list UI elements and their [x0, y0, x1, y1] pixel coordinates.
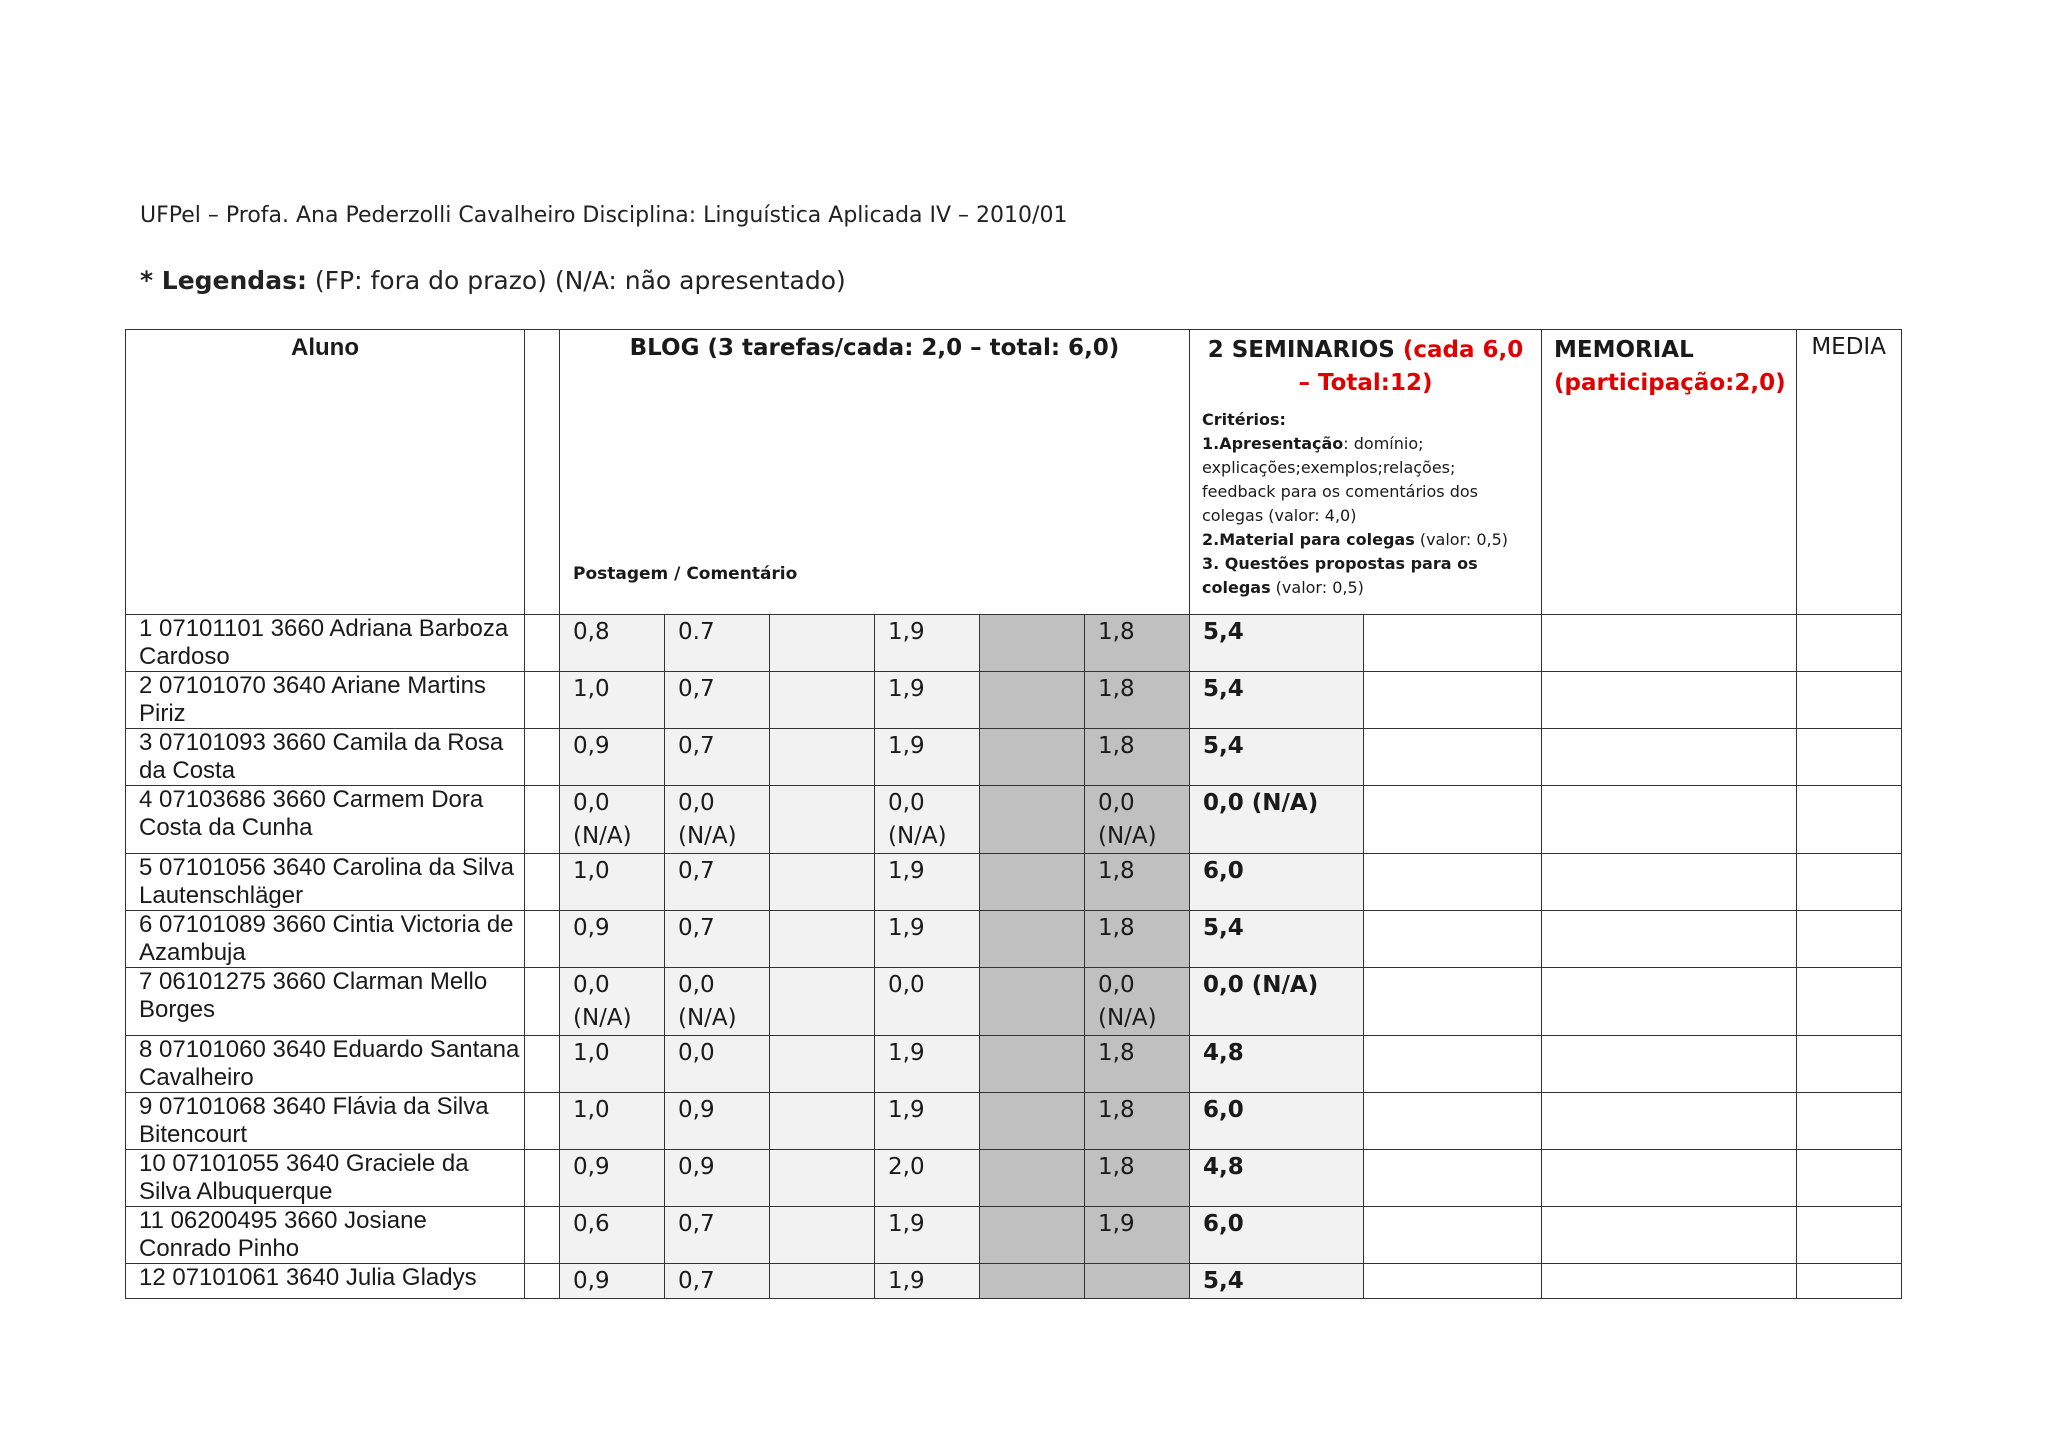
grade-cell-p1: 0,6	[560, 1207, 665, 1264]
grade-cell-sem: 6,0	[1190, 1207, 1364, 1264]
gap-cell	[525, 1207, 560, 1264]
grade-cell-p2	[770, 968, 875, 1036]
grade-cell-p3	[980, 615, 1085, 672]
grade-cell-sem: 0,0 (N/A)	[1190, 786, 1364, 854]
student-name-cell: 1 07101101 3660 Adriana Barboza Cardoso	[126, 615, 525, 672]
grade-cell-sem: 5,4	[1190, 1264, 1364, 1299]
grade-cell-c3: 1,8	[1085, 1150, 1190, 1207]
student-name-cell: 12 07101061 3640 Julia Gladys	[126, 1264, 525, 1299]
grade-cell-p1: 0,9	[560, 729, 665, 786]
seminarios-title-red: (cada 6,0 – Total:12)	[1298, 337, 1524, 396]
media-cell	[1796, 1093, 1901, 1150]
grade-cell-c1: 0,7	[665, 672, 770, 729]
media-cell	[1796, 1207, 1901, 1264]
grade-cell-p3	[980, 968, 1085, 1036]
crit3-text: (valor: 0,5)	[1270, 578, 1364, 597]
grade-cell-p2	[770, 1207, 875, 1264]
table-row	[126, 1264, 1902, 1299]
gap-cell	[525, 615, 560, 672]
grade-cell-c2: 1,9	[875, 1264, 980, 1299]
gap-cell	[525, 1036, 560, 1093]
seminar-2-cell	[1364, 1036, 1542, 1093]
student-name-cell: 4 07103686 3660 Carmem Dora Costa da Cunha	[126, 786, 525, 854]
grade-cell-p2	[770, 786, 875, 854]
grade-cell-p2	[770, 615, 875, 672]
grade-cell-sem: 5,4	[1190, 911, 1364, 968]
grade-cell-p3	[980, 786, 1085, 854]
grade-cell-p3	[980, 672, 1085, 729]
seminar-2-cell	[1364, 615, 1542, 672]
grade-cell-p3	[980, 1093, 1085, 1150]
grade-cell-sem: 5,4	[1190, 672, 1364, 729]
grade-cell-c2: 1,9	[875, 854, 980, 911]
seminar-2-cell	[1364, 1207, 1542, 1264]
criterios-title: Critérios:	[1202, 410, 1286, 429]
grade-cell-c1: 0,7	[665, 1264, 770, 1299]
memorial-cell	[1542, 1264, 1797, 1299]
table-row	[126, 1036, 1902, 1093]
grade-cell-c3: 1,8	[1085, 854, 1190, 911]
student-name-cell: 6 07101089 3660 Cintia Victoria de Azambuja	[126, 911, 525, 968]
gap-cell	[525, 729, 560, 786]
grade-cell-c2: 1,9	[875, 1207, 980, 1264]
grade-cell-c3: 1,8	[1085, 911, 1190, 968]
grade-cell-p3	[980, 854, 1085, 911]
grade-cell-p3	[980, 1264, 1085, 1299]
header-blog-subtitle: Postagem / Comentário	[573, 564, 798, 584]
seminar-2-cell	[1364, 911, 1542, 968]
table-row	[126, 615, 1902, 672]
grade-cell-p2	[770, 1093, 875, 1150]
student-name-cell: 5 07101056 3640 Carolina da Silva Lautenschläger	[126, 854, 525, 911]
grade-cell-p2	[770, 1036, 875, 1093]
media-cell	[1796, 854, 1901, 911]
seminarios-title-black: 2 SEMINARIOS	[1207, 337, 1403, 363]
media-cell	[1796, 911, 1901, 968]
header-gap	[525, 330, 560, 615]
gap-cell	[525, 968, 560, 1036]
memorial-cell	[1542, 854, 1797, 911]
gap-cell	[525, 911, 560, 968]
crit3-label: 3. Questões propostas para os colegas	[1202, 554, 1478, 597]
grade-cell-c1: 0,0 (N/A)	[665, 786, 770, 854]
grade-cell-p1: 1,0	[560, 854, 665, 911]
grade-cell-c3: 1,8	[1085, 1036, 1190, 1093]
grade-cell-c3: 0,0 (N/A)	[1085, 968, 1190, 1036]
grade-cell-p1: 1,0	[560, 1093, 665, 1150]
grade-cell-p1: 0,9	[560, 911, 665, 968]
header-aluno: Aluno	[126, 330, 525, 615]
grade-cell-c1: 0,7	[665, 1207, 770, 1264]
grade-cell-c2: 0,0 (N/A)	[875, 786, 980, 854]
seminar-2-cell	[1364, 1264, 1542, 1299]
seminar-2-cell	[1364, 672, 1542, 729]
grade-cell-c3: 1,8	[1085, 615, 1190, 672]
grade-cell-p3	[980, 911, 1085, 968]
header-blog	[560, 330, 1190, 615]
grade-cell-c2: 1,9	[875, 729, 980, 786]
grade-cell-p1: 0,8	[560, 615, 665, 672]
grade-cell-c3: 1,8	[1085, 672, 1190, 729]
grade-cell-c3: 1,9	[1085, 1207, 1190, 1264]
grade-cell-c2: 1,9	[875, 1093, 980, 1150]
grade-cell-c2: 0,0	[875, 968, 980, 1036]
grade-cell-c3: 0,0 (N/A)	[1085, 786, 1190, 854]
grade-cell-sem: 6,0	[1190, 1093, 1364, 1150]
grade-cell-sem: 4,8	[1190, 1150, 1364, 1207]
grade-cell-c1: 0,0 (N/A)	[665, 968, 770, 1036]
grade-cell-p3	[980, 1207, 1085, 1264]
grade-cell-p1: 1,0	[560, 1036, 665, 1093]
table-row	[126, 672, 1902, 729]
student-name-cell: 7 06101275 3660 Clarman Mello Borges	[126, 968, 525, 1036]
grade-cell-c1: 0,9	[665, 1150, 770, 1207]
grade-cell-c2: 1,9	[875, 1036, 980, 1093]
grade-cell-p2	[770, 672, 875, 729]
header-blog-title: BLOG (3 tarefas/cada: 2,0 – total: 6,0)	[629, 335, 1120, 361]
memorial-cell	[1542, 786, 1797, 854]
header-media: MEDIA	[1796, 330, 1901, 615]
seminar-2-cell	[1364, 854, 1542, 911]
memorial-cell	[1542, 1036, 1797, 1093]
grade-cell-c2: 2,0	[875, 1150, 980, 1207]
grade-cell-p1: 0,9	[560, 1264, 665, 1299]
student-name-cell: 9 07101068 3640 Flávia da Silva Bitencourt	[126, 1093, 525, 1150]
grade-cell-p3	[980, 1036, 1085, 1093]
grade-cell-c1: 0,7	[665, 911, 770, 968]
memorial-cell	[1542, 968, 1797, 1036]
grade-cell-p2	[770, 911, 875, 968]
memorial-cell	[1542, 1207, 1797, 1264]
table-row	[126, 911, 1902, 968]
crit2-text: (valor: 0,5)	[1414, 530, 1509, 549]
header-seminarios-title	[1202, 334, 1529, 400]
grade-cell-sem: 4,8	[1190, 1036, 1364, 1093]
grade-cell-p2	[770, 854, 875, 911]
seminar-2-cell	[1364, 968, 1542, 1036]
table-row	[126, 968, 1902, 1036]
table-row	[126, 854, 1902, 911]
criterios-block	[1202, 408, 1529, 600]
grade-cell-sem: 5,4	[1190, 729, 1364, 786]
grade-cell-p3	[980, 1150, 1085, 1207]
table-row	[126, 1093, 1902, 1150]
grade-cell-p1: 1,0	[560, 672, 665, 729]
gap-cell	[525, 1264, 560, 1299]
gap-cell	[525, 672, 560, 729]
seminar-2-cell	[1364, 786, 1542, 854]
memorial-cell	[1542, 615, 1797, 672]
grade-cell-sem: 0,0 (N/A)	[1190, 968, 1364, 1036]
table-row	[126, 729, 1902, 786]
media-cell	[1796, 615, 1901, 672]
table-row	[126, 1207, 1902, 1264]
memorial-subtitle: (participação:2,0)	[1554, 370, 1786, 396]
grade-cell-p1: 0,0 (N/A)	[560, 786, 665, 854]
grade-cell-c1: 0,0	[665, 1036, 770, 1093]
media-cell	[1796, 729, 1901, 786]
grade-cell-p3	[980, 729, 1085, 786]
media-cell	[1796, 1036, 1901, 1093]
student-name-cell: 3 07101093 3660 Camila da Rosa da Costa	[126, 729, 525, 786]
legend-label: * Legendas:	[140, 266, 307, 295]
legend-text: (FP: fora do prazo) (N/A: não apresentado)	[306, 266, 846, 295]
grade-cell-p1: 0,9	[560, 1150, 665, 1207]
seminar-2-cell	[1364, 1150, 1542, 1207]
memorial-cell	[1542, 911, 1797, 968]
gap-cell	[525, 786, 560, 854]
gap-cell	[525, 854, 560, 911]
grade-cell-p2	[770, 1264, 875, 1299]
header-memorial	[1542, 330, 1797, 615]
grade-cell-sem: 6,0	[1190, 854, 1364, 911]
crit2-label: 2.Material para colegas	[1202, 530, 1415, 549]
grade-cell-sem: 5,4	[1190, 615, 1364, 672]
grade-cell-p2	[770, 1150, 875, 1207]
crit1-text: : domínio; explicações;exemplos;relações; feedback para os comentários dos colegas (valor: 4,0)	[1202, 434, 1478, 525]
table-row	[126, 1150, 1902, 1207]
media-cell	[1796, 1264, 1901, 1299]
table-header-row	[126, 330, 1902, 615]
grade-cell-c2: 1,9	[875, 615, 980, 672]
media-cell	[1796, 672, 1901, 729]
media-cell	[1796, 786, 1901, 854]
memorial-title: MEMORIAL	[1554, 337, 1694, 363]
grade-cell-c2: 1,9	[875, 672, 980, 729]
grade-cell-c3	[1085, 1264, 1190, 1299]
grade-cell-c1: 0,7	[665, 729, 770, 786]
student-name-cell: 10 07101055 3640 Graciele da Silva Albuquerque	[126, 1150, 525, 1207]
seminar-2-cell	[1364, 1093, 1542, 1150]
grade-cell-p2	[770, 729, 875, 786]
grades-table	[125, 329, 1902, 1299]
grade-cell-c1: 0.7	[665, 615, 770, 672]
grade-cell-c2: 1,9	[875, 911, 980, 968]
header-seminarios	[1190, 330, 1542, 615]
memorial-cell	[1542, 672, 1797, 729]
grade-cell-c1: 0,7	[665, 854, 770, 911]
seminar-2-cell	[1364, 729, 1542, 786]
document-header: UFPel – Profa. Ana Pederzolli Cavalheiro Disciplina: Linguística Aplicada IV – 2010/01	[140, 203, 1068, 228]
memorial-cell	[1542, 1093, 1797, 1150]
student-name-cell: 2 07101070 3640 Ariane Martins Piriz	[126, 672, 525, 729]
media-cell	[1796, 1150, 1901, 1207]
student-name-cell: 8 07101060 3640 Eduardo Santana Cavalheiro	[126, 1036, 525, 1093]
grade-cell-c3: 1,8	[1085, 729, 1190, 786]
media-cell	[1796, 968, 1901, 1036]
crit1-label: 1.Apresentação	[1202, 434, 1344, 453]
memorial-cell	[1542, 729, 1797, 786]
memorial-cell	[1542, 1150, 1797, 1207]
gap-cell	[525, 1150, 560, 1207]
grade-cell-p1: 0,0 (N/A)	[560, 968, 665, 1036]
student-name-cell: 11 06200495 3660 Josiane Conrado Pinho	[126, 1207, 525, 1264]
gap-cell	[525, 1093, 560, 1150]
grade-cell-c1: 0,9	[665, 1093, 770, 1150]
table-row	[126, 786, 1902, 854]
legend	[140, 266, 846, 295]
grade-cell-c3: 1,8	[1085, 1093, 1190, 1150]
